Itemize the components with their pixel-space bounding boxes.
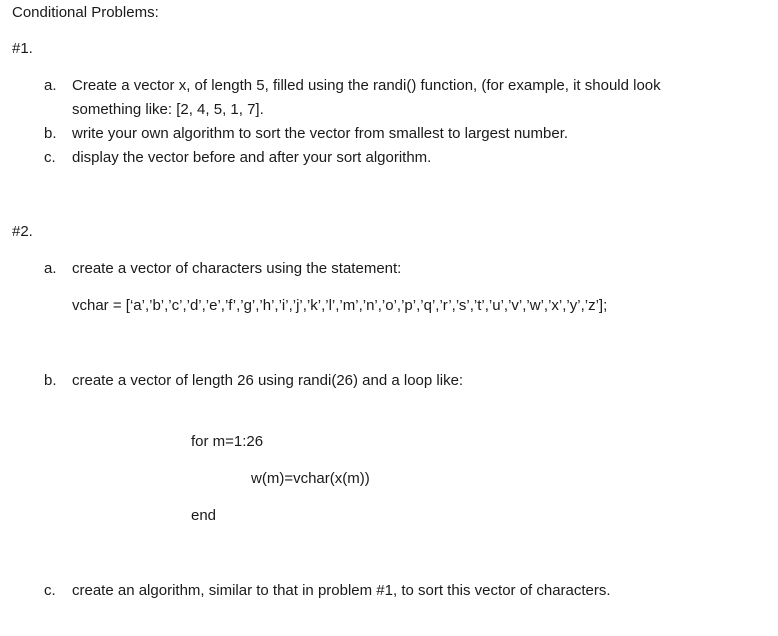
- problem-1-item-a-text-line-2: something like: [2, 4, 5, 1, 7].: [72, 101, 264, 118]
- code-end-line: end: [191, 507, 217, 524]
- problem-1-item-a-text-line-1: Create a vector x, of length 5, filled using the randi() function, (for example, it should look: [72, 77, 661, 94]
- problem-2-item-a-text: create a vector of characters using the statement:: [72, 260, 402, 277]
- problem-2-item-b-text: create a vector of length 26 using randi(26) and a loop like:: [72, 372, 464, 389]
- problem-1-item-b-text: write your own algorithm to sort the vector from smallest to largest number.: [72, 125, 569, 142]
- problem-1-item-a-marker: a.: [44, 77, 57, 94]
- problem-2-item-b-marker: b.: [44, 372, 57, 389]
- problem-2-item-a-marker: a.: [44, 260, 57, 277]
- problem-1-item-c-marker: c.: [44, 149, 56, 166]
- code-body-line: w(m)=vchar(x(m)): [251, 470, 370, 487]
- problem-2-item-c-marker: c.: [44, 582, 56, 599]
- vchar-statement: vchar = [‘a’,’b’,’c’,’d’,’e’,’f’,’g’,’h’,’i’,’j’,’k’,’l’,’m’,’n’,’o’,’p’,’q’,’r’,’s’,’t’,’u’,’v’,’w’,’x’,’y’,’z’];: [72, 297, 608, 314]
- problem-2-item-c-text: create an algorithm, similar to that in problem #1, to sort this vector of characters.: [72, 582, 611, 599]
- problem-1-item-c-text: display the vector before and after your sort algorithm.: [72, 149, 432, 166]
- code-for-line: for m=1:26: [191, 433, 264, 450]
- problem-1-item-b-marker: b.: [44, 125, 57, 142]
- problem-1-number: #1.: [12, 40, 33, 57]
- problem-2-number: #2.: [12, 223, 33, 240]
- document-heading: Conditional Problems:: [12, 4, 159, 21]
